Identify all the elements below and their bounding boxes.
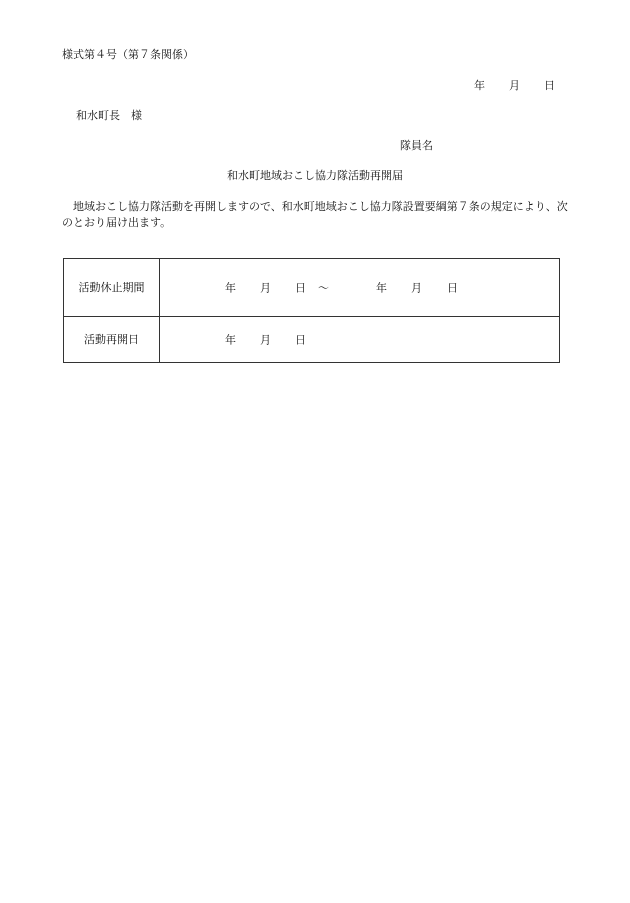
resume-month: 月 xyxy=(260,333,271,346)
submission-date xyxy=(474,80,555,91)
pause-from-year: 年 xyxy=(225,281,236,294)
pause-range-separator: ～ xyxy=(318,281,329,294)
pause-period-value xyxy=(160,259,560,317)
pause-from-month: 月 xyxy=(260,281,271,294)
resume-date-label: 活動再開日 xyxy=(64,317,160,363)
form-table xyxy=(63,258,560,363)
date-day-label: 日 xyxy=(544,79,555,92)
resume-year: 年 xyxy=(225,333,236,346)
date-year-label: 年 xyxy=(474,79,485,92)
pause-period-label: 活動休止期間 xyxy=(64,259,160,317)
document-title: 和水町地域おこし協力隊活動再開届 xyxy=(227,169,403,182)
form-number: 様式第４号（第７条関係） xyxy=(62,48,194,61)
addressee: 和水町長 様 xyxy=(76,109,142,122)
pause-to-year: 年 xyxy=(376,281,387,294)
table-row-pause-period xyxy=(64,259,560,317)
pause-from-day: 日 xyxy=(295,281,306,294)
resume-date-value xyxy=(160,317,560,363)
pause-to-month: 月 xyxy=(411,281,422,294)
table-row-resume-date xyxy=(64,317,560,363)
body-text: 地域おこし協力隊活動を再開しますので、和水町地域おこし協力隊設置要綱第７条の規定により、次のとおり届け出ます。 xyxy=(62,200,568,229)
date-month-label: 月 xyxy=(509,79,520,92)
resume-day: 日 xyxy=(295,333,306,346)
member-name-label: 隊員名 xyxy=(400,139,433,152)
pause-to-day: 日 xyxy=(447,281,458,294)
